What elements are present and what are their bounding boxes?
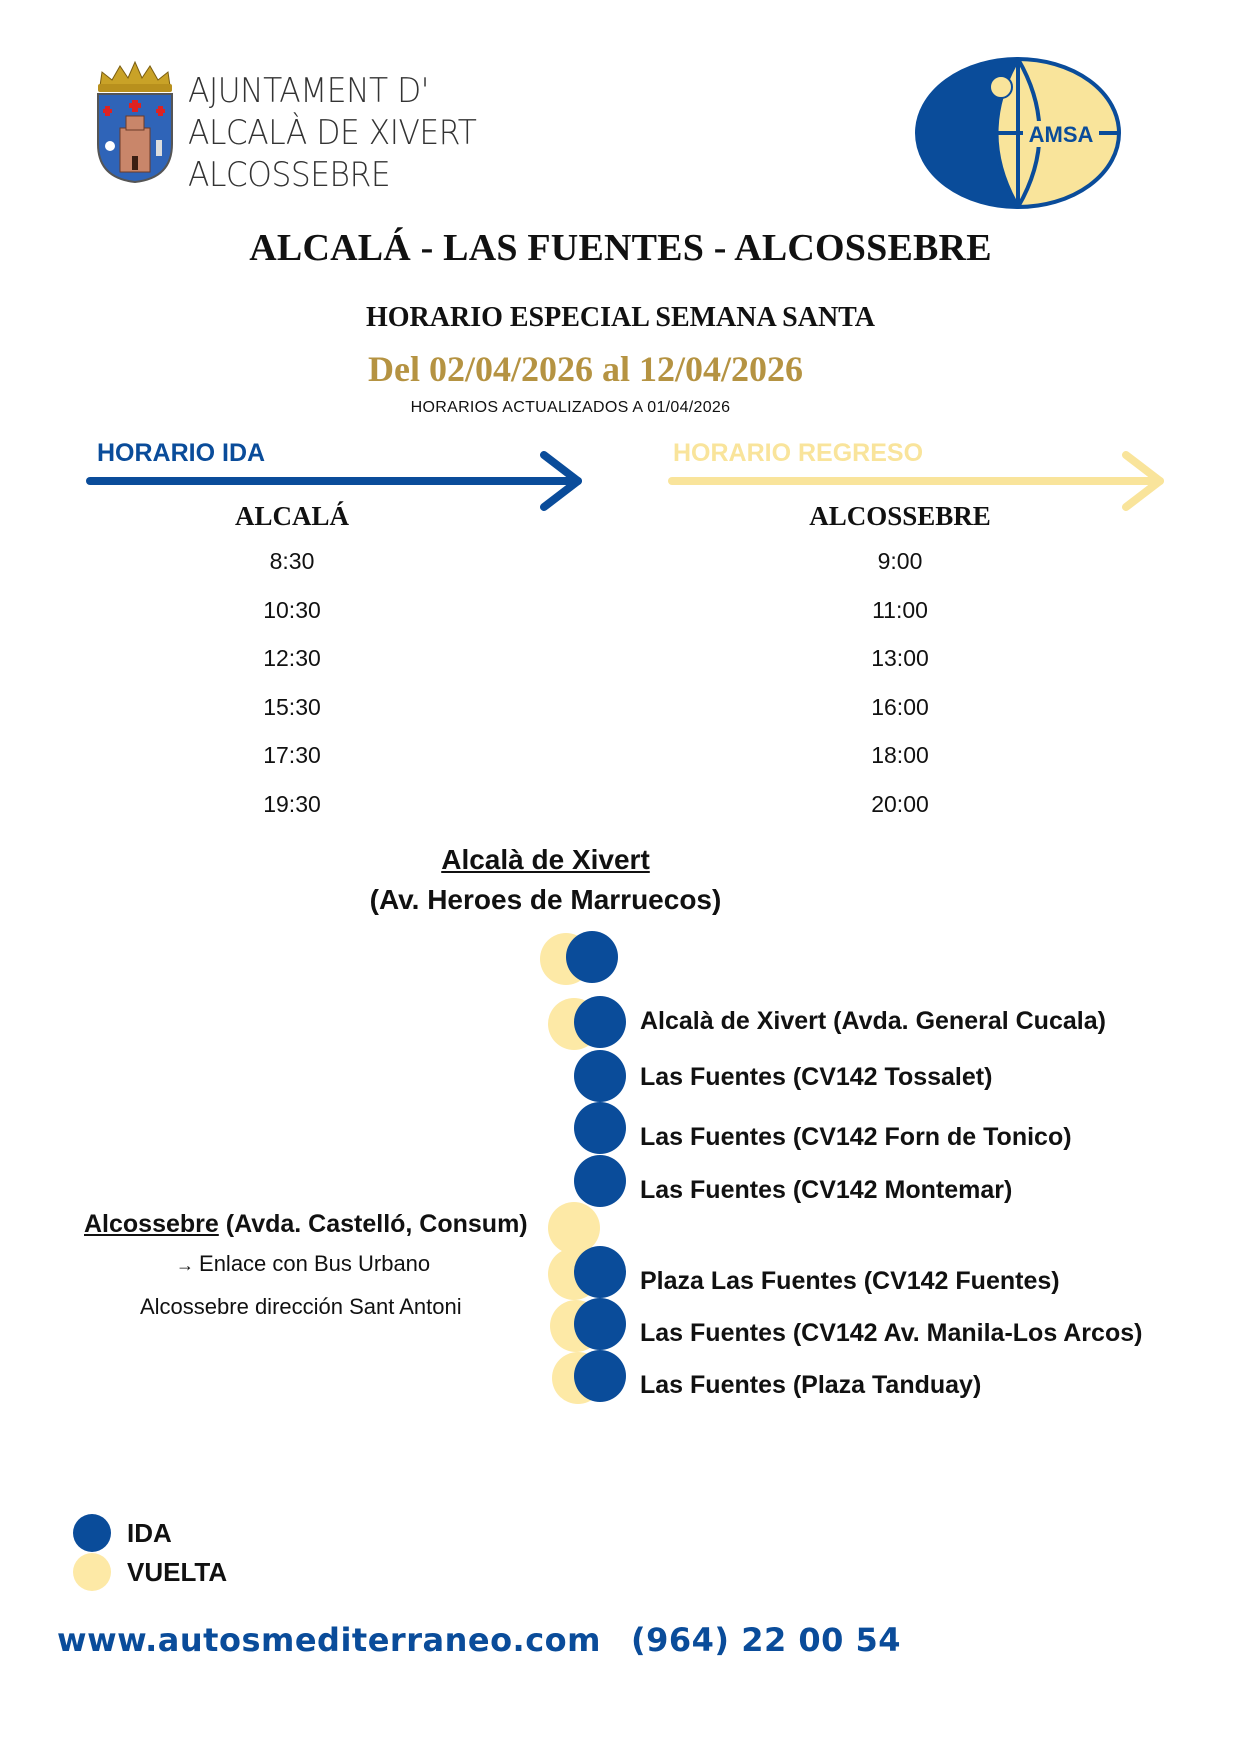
outbound-time: 15:30	[263, 693, 321, 720]
return-arrow-icon	[672, 455, 1160, 507]
return-times	[845, 548, 955, 839]
ida-stop-marker	[574, 1155, 626, 1207]
return-time: 16:00	[871, 693, 929, 720]
stop-label: Las Fuentes (CV142 Montemar)	[640, 1176, 1013, 1204]
special-schedule-title: HORARIO ESPECIAL SEMANA SANTA	[365, 302, 876, 333]
municipality-line-2: ALCALÀ DE XIVERT	[188, 113, 477, 153]
return-time: 20:00	[871, 790, 929, 817]
outbound-time: 17:30	[263, 742, 321, 768]
stop-label: Las Fuentes (CV142 Av. Manila-Los Arcos)	[640, 1319, 1143, 1347]
coat-of-arms-icon	[92, 58, 178, 186]
website-link[interactable]: www.autosmediterraneo.com	[57, 1621, 601, 1659]
updated-note: HORARIOS ACTUALIZADOS A 01/04/2026	[410, 399, 731, 416]
route-origin-detail: (Av. Heroes de Marruecos)	[369, 884, 722, 915]
ida-stop-marker	[574, 1298, 626, 1350]
amsa-logo-text: AMSA	[1028, 122, 1094, 147]
amsa-logo	[913, 55, 1123, 211]
vuelta-legend-marker	[73, 1553, 111, 1591]
stop-label: Las Fuentes (Plaza Tanduay)	[640, 1371, 982, 1399]
outbound-arrow-icon	[90, 455, 578, 507]
direction-arrows	[0, 445, 1241, 515]
ida-stop-marker	[574, 1246, 626, 1298]
route-origin	[0, 840, 1166, 920]
alcossebre-stop-detail: (Avda. Castelló, Consum)	[218, 1210, 528, 1238]
ida-stop-marker	[574, 996, 626, 1048]
bus-connection-detail: Alcossebre dirección Sant Antoni	[140, 1294, 462, 1319]
return-origin-heading: ALCOSSEBRE	[809, 501, 991, 531]
phone-number[interactable]: (964) 22 00 54	[631, 1621, 902, 1659]
ida-legend-marker	[73, 1514, 111, 1552]
outbound-label: HORARIO IDA	[97, 439, 266, 467]
ida-stop-marker	[574, 1350, 626, 1402]
outbound-time: 8:30	[269, 548, 315, 574]
footer-contact	[57, 1621, 901, 1659]
legend-ida	[73, 1514, 172, 1552]
return-label: HORARIO REGRESO	[673, 439, 924, 467]
outbound-time: 19:30	[263, 790, 321, 817]
stop-label: Alcalà de Xivert (Avda. General Cucala)	[640, 1007, 1106, 1035]
outbound-time: 10:30	[263, 596, 321, 623]
municipality-name	[188, 70, 476, 196]
arrow-right-icon: →	[176, 1255, 200, 1275]
route-origin-name: Alcalà de Xivert	[441, 844, 650, 875]
route-title: ALCALÁ - LAS FUENTES - ALCOSSEBRE	[249, 227, 992, 269]
legend-vuelta-label: VUELTA	[127, 1556, 228, 1587]
outbound-times	[242, 548, 342, 839]
return-time: 18:00	[871, 742, 929, 768]
alcossebre-stop-label	[84, 1210, 528, 1239]
stop-label: Las Fuentes (CV142 Tossalet)	[640, 1063, 993, 1091]
return-time: 9:00	[877, 548, 923, 574]
legend-vuelta	[73, 1553, 227, 1591]
outbound-origin-heading: ALCALÁ	[234, 501, 349, 531]
bus-connection-note	[176, 1251, 430, 1277]
municipality-line-3: ALCOSSEBRE	[188, 155, 391, 195]
legend-ida-label: IDA	[127, 1517, 172, 1548]
outbound-time: 12:30	[263, 645, 321, 671]
date-range: Del 02/04/2026 al 12/04/2026	[368, 349, 803, 389]
ida-stop-marker	[566, 931, 618, 983]
ida-stop-marker	[574, 1050, 626, 1102]
stop-label: Plaza Las Fuentes (CV142 Fuentes)	[640, 1267, 1060, 1295]
return-time: 13:00	[871, 645, 929, 671]
alcossebre-stop-name: Alcossebre	[84, 1210, 219, 1238]
bus-connection-text: Enlace con Bus Urbano	[199, 1251, 431, 1276]
stop-label: Las Fuentes (CV142 Forn de Tonico)	[640, 1123, 1072, 1151]
municipality-line-1: AJUNTAMENT D'	[188, 71, 429, 111]
ida-stop-marker	[574, 1102, 626, 1154]
return-time: 11:00	[872, 596, 928, 623]
